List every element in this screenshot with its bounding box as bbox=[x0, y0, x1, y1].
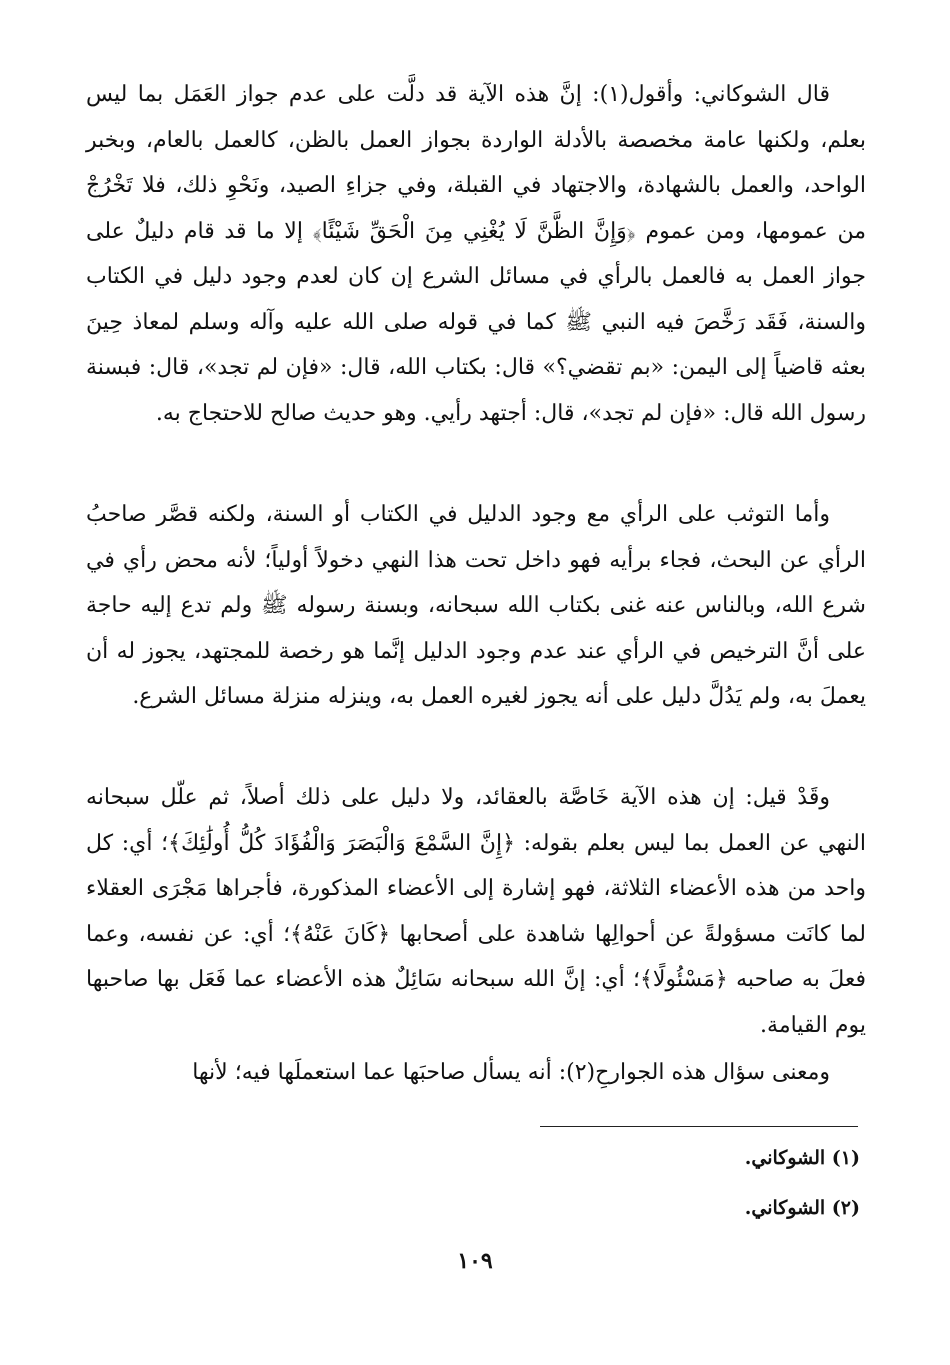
footnote-divider bbox=[540, 1126, 858, 1127]
paragraph-1: قال الشوكاني: وأقول(١): إنَّ هذه الآية قد دلَّت على عدم جواز العَمَل بما ليس بعلم، ولكنها عامة مخصصة بالأدلة الواردة بجواز العمل بالظن، كالعمل بالعام، وبخبر الواحد، والعمل بالشهادة، والاجتهاد في القبلة، وفي جزاءِ الصيد، ونَحْوِ ذلك، فلا تَخْرُجْ من عمومها، ومن عموم ﴿وَإِنَّ الظَّنَّ لَا يُغْنِي مِنَ الْحَقِّ شَيْئًا﴾ إلا ما قد قام دليلٌ على جواز العمل به فالعمل بالرأي في مسائل الشرع إن كان لعدم وجود دليل في الكتاب والسنة، فَقَد رَخَّصَ فيه النبي ﷺ كما في قوله صلى الله عليه وآله وسلم لمعاذ حِينَ بعثه قاضياً إلى اليمن: «بم تقضي؟» قال: بكتاب الله، قال: «فإن لم تجد»، قال: فبسنة رسول الله قال: «فإن لم تجد»، قال: أجتهد رأيي. وهو حديث صالح للاحتجاج به. bbox=[86, 82, 866, 426]
body-text bbox=[86, 775, 866, 1048]
body-text bbox=[86, 492, 866, 720]
paragraph-3: وقَدْ قيل: إن هذه الآية خَاصَّة بالعقائد، ولا دليل على ذلك أصلاً، ثم علّل سبحانه النهي عن العمل بما ليس بعلم بقوله: ﴿إِنَّ السَّمْعَ وَالْبَصَرَ وَالْفُؤَادَ كُلُّ أُولَٰئِكَ﴾؛ أي: كل واحد من هذه الأعضاء الثلاثة، فهو إشارة إلى الأعضاء المذكورة، فأجراها مَجْرَى العقلاء لما كانَت مسؤولةً عن أحوالِها شاهدة على أصحابها ﴿كَانَ عَنْهُ﴾؛ أي: عن نفسه، وعما فعلَ به صاحبه ﴿مَسْئُولًا﴾؛ أي: إنَّ الله سبحانه سَائِلٌ هذه الأعضاء عما فَعَل بها صاحبها يوم القيامة. bbox=[86, 785, 866, 1038]
paragraph-4: ومعنى سؤال هذه الجوارحِ(٢): أنه يسأل صاحبَها عما استعملَها فيه؛ لأنها bbox=[192, 1060, 830, 1085]
page-number: ١٠٩ bbox=[457, 1248, 493, 1274]
footnote-2: (٢) الشوكاني. bbox=[744, 1197, 860, 1219]
body-text bbox=[86, 72, 866, 436]
footnote-1: (١) الشوكاني. bbox=[744, 1147, 860, 1169]
paragraph-2: وأما التوثب على الرأي مع وجود الدليل في الكتاب أو السنة، ولكنه قصَّر صاحبُ الرأي عن البحث، فجاء برأيه فهو داخل تحت هذا النهي دخولاً أولياً؛ لأنه محض رأي في شرع الله، وبالناس عنه غنى بكتاب الله سبحانه، وبسنة رسوله ﷺ ولم تدع إليه حاجة على أنَّ الترخيص في الرأي عند عدم وجود الدليل إنَّما هو رخصة للمجتهد، يجوز له أن يعملَ به، ولم يَدُلَّ دليل على أنه يجوز لغيره العمل به، وينزله منزلة مسائل الشرع. bbox=[86, 502, 866, 709]
body-text bbox=[86, 1050, 866, 1096]
